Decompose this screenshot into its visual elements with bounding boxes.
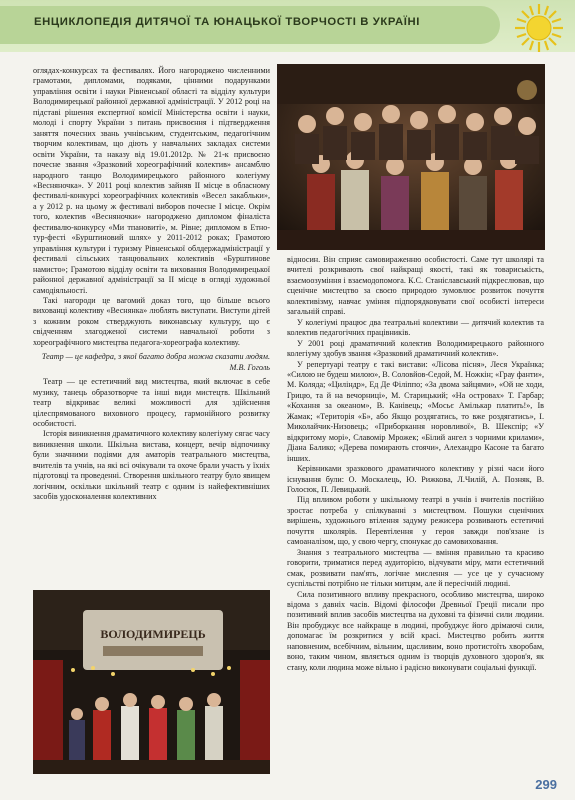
stage-sign-text: ВОЛОДИМИРЕЦЬ [100, 627, 206, 641]
right-paragraph-3: У 2001 році драматичний колектив Володимирецького районного колегіуму здобув звання «Зразковий драматичний колектив». [287, 338, 544, 359]
page-header [0, 0, 575, 52]
page-number: 299 [535, 777, 557, 792]
right-paragraph-2: У колегіумі працює два театральні колективи — дитячий колектив та колектив педагогічних працівників. [287, 317, 544, 338]
photo-stage-performance-image [33, 590, 270, 774]
left-paragraph-3: Театр — це естетичний вид мистецтва, який включає в себе музику, танець образотворче та інші види мистецтв. Шкільний театр відкриває великі можливості для здійснення цілеспрямованого виховного процесу, гармонійного розвитку особистості. [33, 377, 270, 428]
right-paragraph-8: Сила позитивного впливу прекрасного, особливо мистецтва, широко відома з давніх часів. Відомі філософи Древньої Греції писали про позитивний вплив засобів мистецтва на духовні та фізичні сили людини. Він пробуджує все найкраще в людині, пробуджує його дрімаючі сили, допомагає їм розкритися у всій красі. Мистецтво робить життя наповненим, всебічним, вільним, щасливим, воно протистоїть хворобам, воно, таким чином, являється одним із творців духовного здоров'я, як стану, коли людина може вільно і радісно виконувати соціальні функції. [287, 589, 544, 672]
left-paragraph-2: Такі нагороди це вагомий доказ того, що більше всього вихованці колективу «Веснянка» люблять виступати. Виступи дітей з кожним роком стверджують виконавську культуру, що є свідченням злагодженої системи навчальної роботи з хореографічного мистецтва педагога-хореографа колективу. [33, 295, 270, 347]
epigraph-quote [33, 352, 270, 373]
right-paragraph-1: відносин. Він сприяє самовираженню особистості. Саме тут школярі та вчителі розкривають свої найкращі якості, такі як товариськість, взаємоозуміння і взаємодопомога. К.С. Станіславський підкреслював, що сценічне мистецтво за своєю природою зумовлює розвиток почуття колективізму, навчає уміння підпорядковувати свої особисті інтереси загальній справі. [287, 255, 544, 317]
left-paragraph-4: Історія виникнення драматичного колективу колегіуму сягає часу виникнення школи. Шкільна вистава, концерт, вечір відпочинку були значними подіями для аматорів театрального мистецтва, вчителів та учнів, на які всі очікували та охоче брали участь у їхніх підготовці та проведенні. Створення шкільного театру було явищем логічним, оскільки шкільний театр є одним із найефективніших засобів удосконалення колективних [33, 429, 270, 502]
right-column [287, 255, 544, 775]
left-paragraph-1: оглядах-конкурсах та фестивалях. Його нагороджено численними грамотами, дипломами, подяками, цінними подарунками управління освіти і науки Рівненської області та відділу культури Володимирецької районної державної адміністрації. У 2012 році на підставі рішення експертної комісії Міністерства освіти і науки, молоді і спорту України з питань присвоєння і підтвердження заняття почесних звань учнівським, студентським, педагогічним творчим колективам, що діють у навчальних закладах системи освіти України, та наказу від 19.01.2012р. № 21-к присвоєно почесне звання «Зразковий хореографічний колектив» ансамблю народного танцю Володимирецького районного колегіуму «Весняночка». У 2011 році колектив зайняв ІІ місце в обласному фестивалі-конкурсі хореографічних колективів «Весел закабльки», а у 2012 р. на цьому ж фестивалі виборов почесне І місце. Окрім того, колектив «Весняночки» нагороджено дипломом фіналіста фестивалю-конкурсу «Ми тпановиті», м. Рівне; дипломом в Етно-тур-фесті «Бурштиновий шлях» у 2011-2012 роках; Грамотою управління культури і туризму Рівненської облдержадміністрації у фестивалі сільських танцювальних колективів «Бурштинове намисто»; Грамотою відділу освіти та виховання Володимирецької районної державної адміністрації за ІІ місце в огляді художньої самодіяльності. [33, 66, 270, 295]
epigraph-text: Театр — це кафедра, з якої багато добра можна сказати людям. [41, 352, 270, 362]
photo-stage-performance [33, 590, 270, 774]
photo-theatre-group [277, 64, 545, 250]
left-column [33, 66, 270, 586]
right-paragraph-6: Під впливом роботи у шкільному театрі в учнів і вчителів постійно зростає потреба у спілкуванні з мистецтвом. Пошуки сценічних вирішень, художнього втілення задуму режисера розвивають естетичні почуття школярів. Перевтілення у героя завжди пов'язане із самоаналізом, що, у свою чергу, спонукає до самовиховання. [287, 495, 544, 547]
header-title: ЕНЦИКЛОПЕДІЯ ДИТЯЧОЇ ТА ЮНАЦЬКОЇ ТВОРЧОСТІ В УКРАЇНІ [34, 16, 420, 28]
right-paragraph-4: У репертуарі театру є такі вистави: «Лісова пісня», Леся Українка; «Силою не будеш милою», В. Соловйов-Седой, М. Ножкін; «Грау фанти», М. Коляда; «Циліндр», Ед Де Філіппо; «За двома зайцями», «Ой не ходи, Грицю, та й на вечорниці», М. Старицький; «На островах» Т. Гарбар; «Кохання за океаном», В. Канівець; «Мосьє Амількар платить!», Ів Жамак; «Територія «Б», або Якщо роздягатись, то вже роздягатись», І. Миколайчик-Низовець; «Приборкання норовливої», В. Шекспір; «У відкритому морі», Славомір Мрожек; «Білий ангел з чорними крилами», Діана Балико; «Дерева помирають стоячи», Алехандро Касоне та багато інших. [287, 359, 544, 463]
sun-icon [513, 2, 565, 54]
right-paragraph-7: Знання з театрального мистецтва — вміння правильно та красиво говорити, триматися перед аудиторією, відчувати міру, мати естетичний смак, розвивати пам'ять, логічне мислення — усе це у сучасному суспільстві потрібно не тільки митцям, але й пересічній людині. [287, 547, 544, 589]
right-paragraph-5: Керівниками зразкового драматичного колективу у різні часи його існування були: О. Москалець, Ю. Рижкова, Л.Чилій, А. Позняк, В. Голосюк, П. Левицький. [287, 464, 544, 494]
epigraph-author: М.В. Гоголь [229, 362, 270, 372]
photo-theatre-group-image [277, 64, 545, 250]
